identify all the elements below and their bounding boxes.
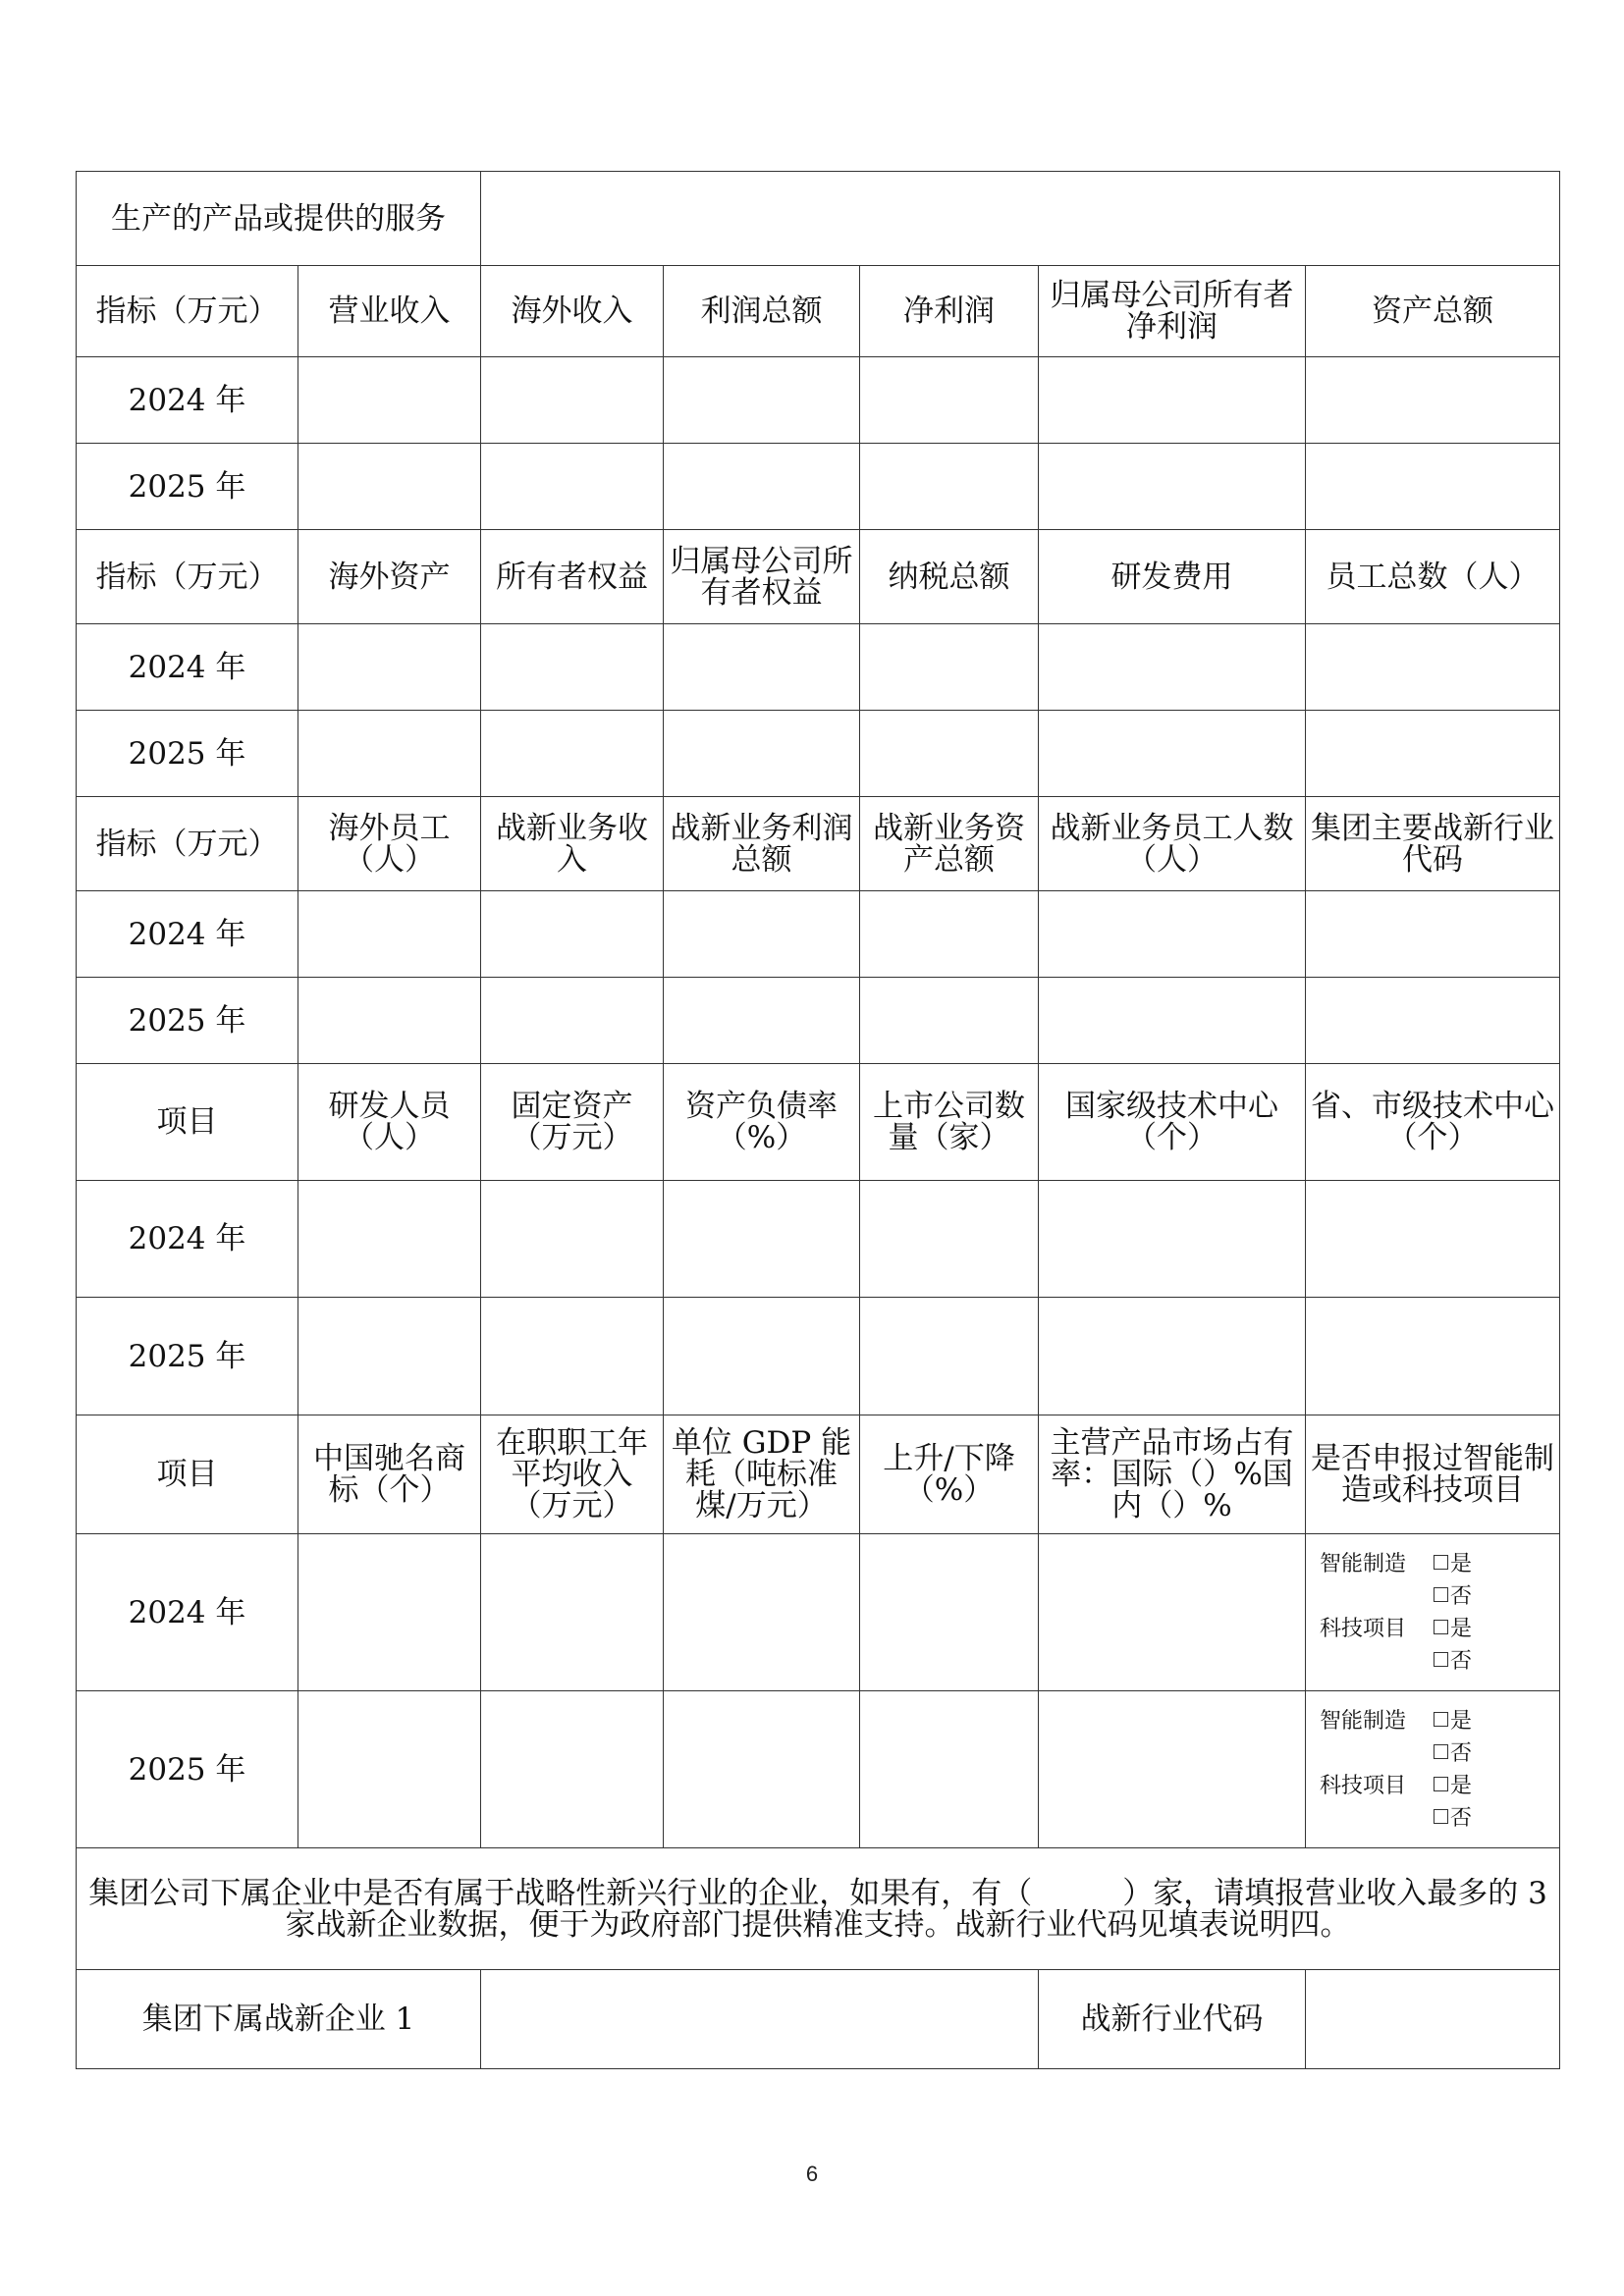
input-cell[interactable] bbox=[860, 1534, 1039, 1691]
strategic-note-row bbox=[77, 1848, 1560, 1970]
section1-col-6: 资产总额 bbox=[1306, 266, 1560, 357]
input-cell[interactable] bbox=[298, 978, 481, 1064]
section3-label: 指标（万元） bbox=[77, 797, 298, 891]
input-cell[interactable] bbox=[1039, 711, 1306, 797]
input-cell[interactable] bbox=[1306, 1298, 1560, 1415]
year-label: 2025 年 bbox=[77, 1691, 298, 1848]
input-cell[interactable] bbox=[860, 624, 1039, 711]
input-cell[interactable] bbox=[664, 624, 860, 711]
section2-row-2025 bbox=[77, 711, 1560, 797]
year-label: 2024 年 bbox=[77, 1181, 298, 1298]
input-cell[interactable] bbox=[1306, 624, 1560, 711]
input-cell[interactable] bbox=[1306, 444, 1560, 530]
checkbox-icon[interactable] bbox=[1434, 1555, 1448, 1570]
products-input-cell[interactable] bbox=[481, 172, 1560, 266]
year-label: 2024 年 bbox=[77, 1534, 298, 1691]
checkbox-no-label: 否 bbox=[1450, 1583, 1473, 1609]
products-label: 生产的产品或提供的服务 bbox=[77, 172, 481, 266]
section2-header-row bbox=[77, 530, 1560, 624]
section4-col-6: 省、市级技术中心（个） bbox=[1306, 1064, 1560, 1181]
section5-label: 项目 bbox=[77, 1415, 298, 1534]
smart-manufacturing-label: 智能制造 bbox=[1320, 1708, 1407, 1734]
checkbox-yes-label: 是 bbox=[1450, 1551, 1473, 1576]
input-cell[interactable] bbox=[298, 711, 481, 797]
section1-header-row bbox=[77, 266, 1560, 357]
year-label: 2025 年 bbox=[77, 444, 298, 530]
section5-col-6: 是否申报过智能制造或科技项目 bbox=[1306, 1415, 1560, 1534]
input-cell[interactable] bbox=[860, 711, 1039, 797]
section4-label: 项目 bbox=[77, 1064, 298, 1181]
checkbox-no-label: 否 bbox=[1450, 1740, 1473, 1766]
year-label: 2024 年 bbox=[77, 624, 298, 711]
checkbox-cell bbox=[1306, 1691, 1560, 1848]
year-label: 2024 年 bbox=[77, 357, 298, 444]
section2-col-4: 纳税总额 bbox=[860, 530, 1039, 624]
checkbox-yes-label: 是 bbox=[1450, 1708, 1473, 1734]
checkbox-yes-label: 是 bbox=[1450, 1616, 1473, 1641]
section3-col-2: 战新业务收入 bbox=[481, 797, 664, 891]
section5-col-2: 在职职工年平均收入（万元） bbox=[481, 1415, 664, 1534]
project-checkbox-group bbox=[1310, 1702, 1555, 1838]
input-cell[interactable] bbox=[298, 1691, 481, 1848]
section3-col-6: 集团主要战新行业代码 bbox=[1306, 797, 1560, 891]
industry-code-cell[interactable] bbox=[1306, 1970, 1560, 2069]
checkbox-no-label: 否 bbox=[1450, 1805, 1473, 1831]
section3-col-3: 战新业务利润总额 bbox=[664, 797, 860, 891]
input-cell[interactable] bbox=[664, 444, 860, 530]
industry-code-label: 战新行业代码 bbox=[1039, 1970, 1306, 2069]
tech-project-yes[interactable] bbox=[1434, 1614, 1555, 1644]
year-label: 2025 年 bbox=[77, 711, 298, 797]
year-label: 2025 年 bbox=[77, 978, 298, 1064]
input-cell[interactable] bbox=[298, 1181, 481, 1298]
input-cell[interactable] bbox=[1306, 978, 1560, 1064]
input-cell[interactable] bbox=[481, 1534, 664, 1691]
section2-col-3: 归属母公司所有者权益 bbox=[664, 530, 860, 624]
tech-project-yes[interactable] bbox=[1434, 1771, 1555, 1801]
checkbox-icon[interactable] bbox=[1434, 1777, 1448, 1791]
section3-col-4: 战新业务资产总额 bbox=[860, 797, 1039, 891]
input-cell[interactable] bbox=[1039, 357, 1306, 444]
section4-col-2: 固定资产（万元） bbox=[481, 1064, 664, 1181]
section5-col-1: 中国驰名商标（个） bbox=[298, 1415, 481, 1534]
input-cell[interactable] bbox=[1306, 891, 1560, 978]
input-cell[interactable] bbox=[1306, 1181, 1560, 1298]
smart-manufacturing-yes[interactable] bbox=[1434, 1549, 1555, 1579]
smart-manufacturing-yes[interactable] bbox=[1434, 1706, 1555, 1736]
input-cell[interactable] bbox=[481, 978, 664, 1064]
input-cell[interactable] bbox=[1039, 444, 1306, 530]
section1-col-5: 归属母公司所有者净利润 bbox=[1039, 266, 1306, 357]
section1-col-4: 净利润 bbox=[860, 266, 1039, 357]
input-cell[interactable] bbox=[860, 444, 1039, 530]
input-cell[interactable] bbox=[298, 1534, 481, 1691]
section2-row-2024 bbox=[77, 624, 1560, 711]
input-cell[interactable] bbox=[1039, 1298, 1306, 1415]
section4-col-1: 研发人员（人） bbox=[298, 1064, 481, 1181]
tech-project-no[interactable] bbox=[1434, 1646, 1555, 1677]
checkbox-no-label: 否 bbox=[1450, 1648, 1473, 1674]
section2-col-6: 员工总数（人） bbox=[1306, 530, 1560, 624]
input-cell[interactable] bbox=[1306, 357, 1560, 444]
checkbox-cell bbox=[1306, 1534, 1560, 1691]
input-cell[interactable] bbox=[1039, 891, 1306, 978]
input-cell[interactable] bbox=[298, 891, 481, 978]
subsidiary-name-cell[interactable] bbox=[481, 1970, 1039, 2069]
section1-col-2: 海外收入 bbox=[481, 266, 664, 357]
section2-col-2: 所有者权益 bbox=[481, 530, 664, 624]
input-cell[interactable] bbox=[298, 1298, 481, 1415]
section2-col-5: 研发费用 bbox=[1039, 530, 1306, 624]
section4-row-2024 bbox=[77, 1181, 1560, 1298]
input-cell[interactable] bbox=[860, 357, 1039, 444]
section1-row-2024 bbox=[77, 357, 1560, 444]
section2-col-1: 海外资产 bbox=[298, 530, 481, 624]
section3-row-2024 bbox=[77, 891, 1560, 978]
subsidiary-label: 集团下属战新企业 1 bbox=[77, 1970, 481, 2069]
input-cell[interactable] bbox=[298, 444, 481, 530]
products-row bbox=[77, 172, 1560, 266]
section4-col-4: 上市公司数量（家） bbox=[860, 1064, 1039, 1181]
input-cell[interactable] bbox=[481, 624, 664, 711]
input-cell[interactable] bbox=[1039, 1691, 1306, 1848]
checkbox-icon[interactable] bbox=[1434, 1620, 1448, 1634]
input-cell[interactable] bbox=[860, 1181, 1039, 1298]
section1-label: 指标（万元） bbox=[77, 266, 298, 357]
section3-col-1: 海外员工（人） bbox=[298, 797, 481, 891]
input-cell[interactable] bbox=[481, 891, 664, 978]
strategic-note bbox=[77, 1848, 1560, 1970]
input-cell[interactable] bbox=[298, 624, 481, 711]
year-label: 2024 年 bbox=[77, 891, 298, 978]
section1-col-1: 营业收入 bbox=[298, 266, 481, 357]
input-cell[interactable] bbox=[481, 444, 664, 530]
input-cell[interactable] bbox=[664, 1298, 860, 1415]
input-cell[interactable] bbox=[481, 1298, 664, 1415]
checkbox-icon[interactable] bbox=[1434, 1809, 1448, 1824]
input-cell[interactable] bbox=[481, 711, 664, 797]
section3-row-2025 bbox=[77, 978, 1560, 1064]
tech-project-label: 科技项目 bbox=[1320, 1773, 1407, 1798]
section4-row-2025 bbox=[77, 1298, 1560, 1415]
input-cell[interactable] bbox=[860, 891, 1039, 978]
input-cell[interactable] bbox=[1039, 1181, 1306, 1298]
section5-row-2025 bbox=[77, 1691, 1560, 1848]
section2-label: 指标（万元） bbox=[77, 530, 298, 624]
input-cell[interactable] bbox=[481, 1181, 664, 1298]
input-cell[interactable] bbox=[298, 357, 481, 444]
section5-col-5: 主营产品市场占有率：国际（）%国内（）% bbox=[1039, 1415, 1306, 1534]
input-cell[interactable] bbox=[664, 357, 860, 444]
checkbox-icon[interactable] bbox=[1434, 1712, 1448, 1727]
smart-manufacturing-no[interactable] bbox=[1434, 1738, 1555, 1769]
tech-project-no[interactable] bbox=[1434, 1803, 1555, 1834]
input-cell[interactable] bbox=[860, 1298, 1039, 1415]
input-cell[interactable] bbox=[1039, 978, 1306, 1064]
input-cell[interactable] bbox=[664, 891, 860, 978]
section5-col-4: 上升/下降（%） bbox=[860, 1415, 1039, 1534]
input-cell[interactable] bbox=[664, 1181, 860, 1298]
section3-header-row bbox=[77, 797, 1560, 891]
section1-col-3: 利润总额 bbox=[664, 266, 860, 357]
strategic-note-part2: ）家，请填报营业收入最多的 3 家战新企业数据，便于为政府部门提供精准支持。战新行业代码见填表说明四。 bbox=[285, 1875, 1547, 1943]
tech-project-label: 科技项目 bbox=[1320, 1616, 1407, 1641]
input-cell[interactable] bbox=[664, 1691, 860, 1848]
input-cell[interactable] bbox=[1039, 1534, 1306, 1691]
input-cell[interactable] bbox=[481, 357, 664, 444]
input-cell[interactable] bbox=[664, 711, 860, 797]
section3-col-5: 战新业务员工人数（人） bbox=[1039, 797, 1306, 891]
input-cell[interactable] bbox=[664, 1534, 860, 1691]
section1-row-2025 bbox=[77, 444, 1560, 530]
input-cell[interactable] bbox=[860, 978, 1039, 1064]
section4-col-3: 资产负债率（%） bbox=[664, 1064, 860, 1181]
subsidiary-row bbox=[77, 1970, 1560, 2069]
strategic-note-part1: 集团公司下属企业中是否有属于战略性新兴行业的企业，如果有，有（ bbox=[88, 1875, 1033, 1911]
checkbox-icon[interactable] bbox=[1434, 1587, 1448, 1602]
input-cell[interactable] bbox=[1306, 711, 1560, 797]
section4-header-row bbox=[77, 1064, 1560, 1181]
page-number: 6 bbox=[805, 2162, 819, 2186]
input-cell[interactable] bbox=[664, 978, 860, 1064]
checkbox-icon[interactable] bbox=[1434, 1744, 1448, 1759]
section5-col-3: 单位 GDP 能耗（吨标准煤/万元） bbox=[664, 1415, 860, 1534]
smart-manufacturing-label: 智能制造 bbox=[1320, 1551, 1407, 1576]
section4-col-5: 国家级技术中心（个） bbox=[1039, 1064, 1306, 1181]
input-cell[interactable] bbox=[860, 1691, 1039, 1848]
year-label: 2025 年 bbox=[77, 1298, 298, 1415]
checkbox-yes-label: 是 bbox=[1450, 1773, 1473, 1798]
smart-manufacturing-no[interactable] bbox=[1434, 1581, 1555, 1612]
input-cell[interactable] bbox=[481, 1691, 664, 1848]
section5-header-row bbox=[77, 1415, 1560, 1534]
input-cell[interactable] bbox=[1039, 624, 1306, 711]
enterprise-info-table bbox=[76, 171, 1560, 2069]
checkbox-icon[interactable] bbox=[1434, 1652, 1448, 1667]
section5-row-2024 bbox=[77, 1534, 1560, 1691]
project-checkbox-group bbox=[1310, 1545, 1555, 1681]
